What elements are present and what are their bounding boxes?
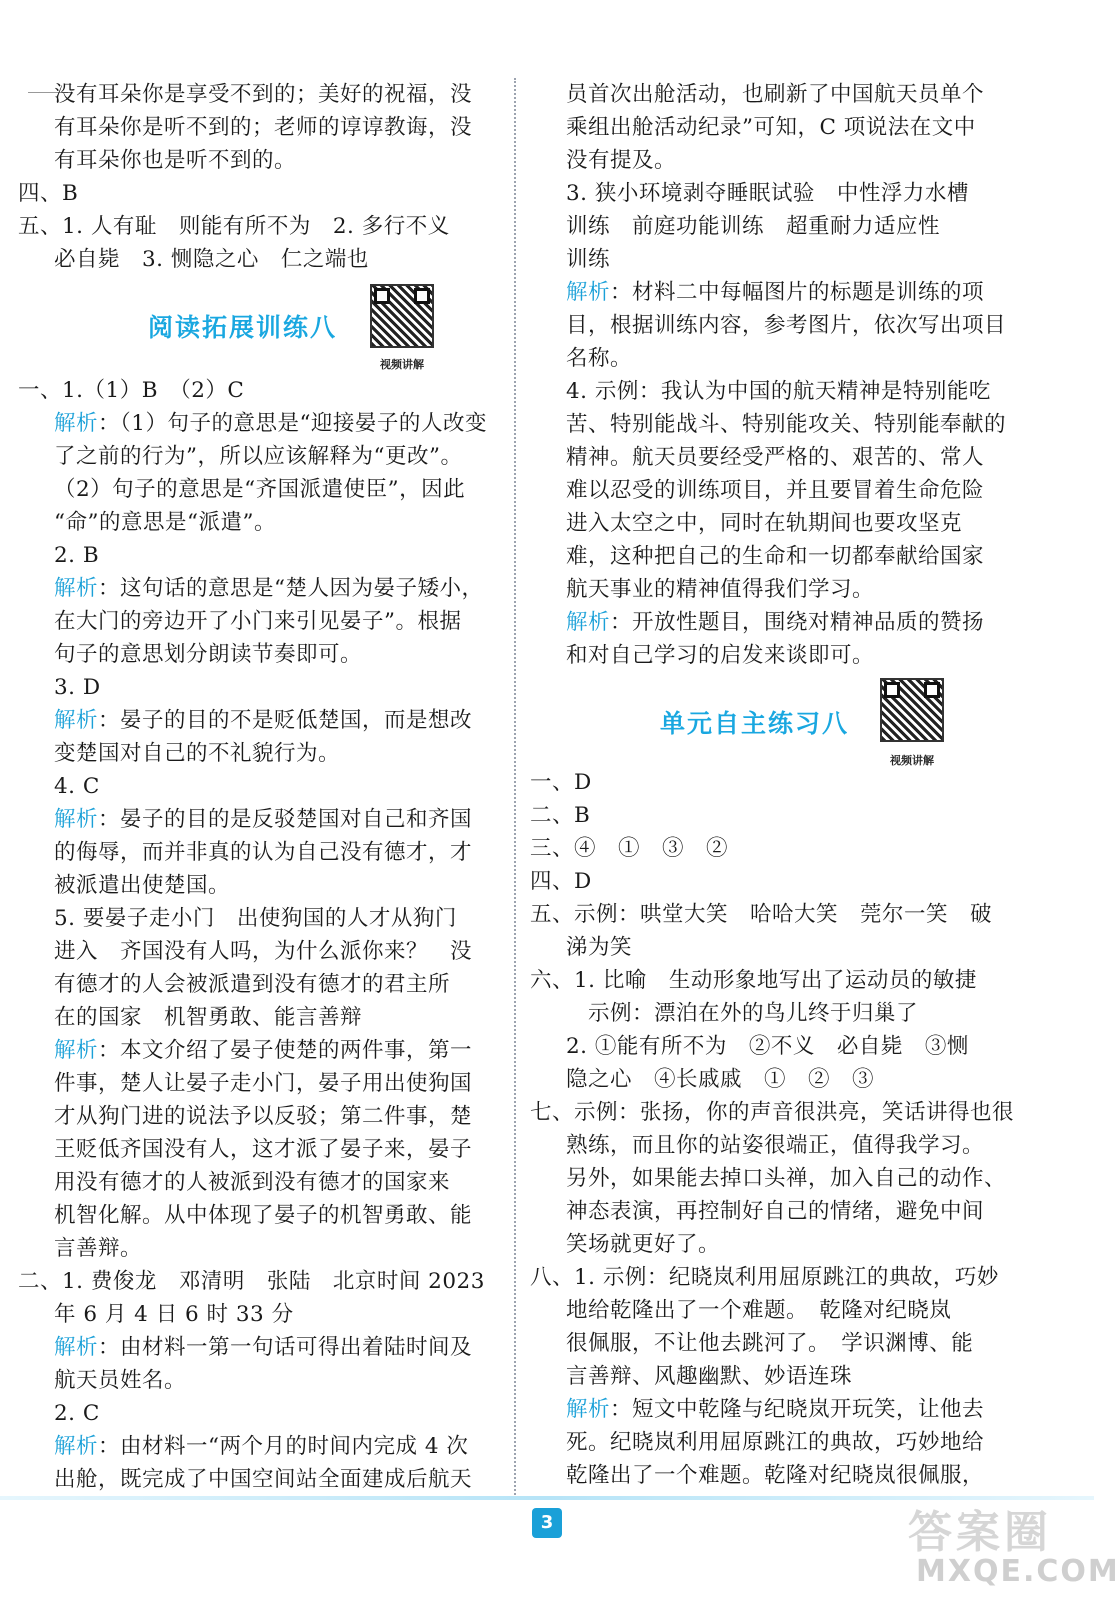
watermark-logo <box>898 1496 1120 1596</box>
text-line: 2. ①能有所不为 ②不义 必自毙 ③恻 <box>566 1034 969 1059</box>
text-line: 八、1. 示例：纪晓岚利用屈原跳江的典故，巧妙 <box>530 1265 999 1290</box>
reading-answers <box>18 374 488 1496</box>
analysis-line: 解析：由材料一“两个月的时间内完成 4 次 <box>54 1434 469 1459</box>
text-line: 言善辩。 <box>54 1236 143 1261</box>
left-continuation <box>18 78 488 177</box>
analysis-line: 解析：晏子的目的是反驳楚国对自己和齐国 <box>54 807 473 832</box>
text-line: 航天事业的精神值得我们学习。 <box>566 577 875 602</box>
text-line: 3. D <box>54 675 101 700</box>
text-line: （2）句子的意思是“齐国派遣使臣”，因此 <box>54 477 466 502</box>
text-line: 笑场就更好了。 <box>566 1232 721 1257</box>
text-line: 了之前的行为”，所以应该解释为“更改”。 <box>54 444 463 469</box>
text-line: 句子的意思划分朗读节奏即可。 <box>54 642 363 667</box>
analysis-line: 解析：开放性题目，围绕对精神品质的赞扬 <box>566 610 985 635</box>
text-line: 另外，如果能去掉口头禅，加入自己的动作、 <box>566 1166 1007 1191</box>
text-line: 进入 齐国没有人吗，为什么派你来？ 没 <box>54 939 473 964</box>
text-line: 王贬低齐国没有人，这才派了晏子来，晏子 <box>54 1137 473 1162</box>
analysis-label: 解析 <box>54 411 99 436</box>
section-header-reading <box>18 280 498 370</box>
section-title: 单元自主练习八 <box>660 709 850 738</box>
text-line: 年 6 月 4 日 6 时 33 分 <box>54 1302 294 1327</box>
text-line: 难，这种把自己的生命和一切都奉献给国家 <box>566 544 985 569</box>
text-line: 2. C <box>54 1401 100 1426</box>
text-line: 五、示例：哄堂大笑 哈哈大笑 莞尔一笑 破 <box>530 902 993 927</box>
text-line: 被派遣出使楚国。 <box>54 873 231 898</box>
text-line: 的侮辱，而并非真的认为自己没有德才，才 <box>54 840 473 865</box>
analysis-line: 解析：晏子的目的不是贬低楚国，而是想改 <box>54 708 473 733</box>
text-line: 和对自己学习的启发来谈即可。 <box>566 643 875 668</box>
text-line: 在大门的旁边开了小门来引见晏子”。根据 <box>54 609 462 634</box>
column-divider <box>514 78 516 1498</box>
text-line: 精神。航天员要经受严格的、艰苦的、常人 <box>566 445 985 470</box>
analysis-label: 解析 <box>54 1434 99 1459</box>
text-line: 难以忍受的训练项目，并且要冒着生命危险 <box>566 478 985 503</box>
text-line: 隐之心 ④长戚戚 ① ② ③ <box>566 1067 875 1092</box>
text-line: 四、D <box>530 869 592 894</box>
text-line: 变楚国对自己的不礼貌行为。 <box>54 741 341 766</box>
text-line: 三、④ ① ③ ② <box>530 836 729 861</box>
text-line: 示例：漂泊在外的鸟儿终于归巢了 <box>588 1001 919 1026</box>
text-line: 航天员姓名。 <box>54 1368 187 1393</box>
text-line: 乘组出舱活动纪录”可知，C 项说法在文中 <box>566 115 976 140</box>
analysis-line: 解析：（1）句子的意思是“迎接晏子的人改变 <box>54 411 487 436</box>
text-line: 涕为笑 <box>566 935 633 960</box>
analysis-line: 解析：这句话的意思是“楚人因为晏子矮小， <box>54 576 484 601</box>
text-line: 4. 示例：我认为中国的航天精神是特别能吃 <box>566 379 991 404</box>
text-line: 4. C <box>54 774 100 799</box>
text-line: 在的国家 机智勇敢、能言善辩 <box>54 1005 363 1030</box>
text-line: 用没有德才的人被派到没有德才的国家来 <box>54 1170 451 1195</box>
text-line: 言善辩、风趣幽默、妙语连珠 <box>566 1364 853 1389</box>
analysis-line: 解析：本文介绍了晏子使楚的两件事，第一 <box>54 1038 473 1063</box>
text-line: 机智化解。从中体现了晏子的机智勇敢、能 <box>54 1203 473 1228</box>
text-line: 进入太空之中，同时在轨期间也要攻坚克 <box>566 511 963 536</box>
text-line: 才从狗门进的说法予以反驳；第二件事，楚 <box>54 1104 473 1129</box>
analysis-label: 解析 <box>566 1397 611 1422</box>
section-header-unit <box>530 672 1010 767</box>
text-line: 训练 前庭功能训练 超重耐力适应性 <box>566 214 941 239</box>
text-line: 七、示例：张扬，你的声音很洪亮，笑话讲得也很 <box>530 1100 1015 1125</box>
answer-four <box>18 177 488 210</box>
text-line: 苦、特别能战斗、特别能攻关、特别能奉献的 <box>566 412 1007 437</box>
qr-caption: 视频讲解 <box>890 754 934 767</box>
text-line: 六、1. 比喻 生动形象地写出了运动员的敏捷 <box>530 968 977 993</box>
text-line: 必自毙 3. 恻隐之心 仁之端也 <box>54 247 369 272</box>
text-line: 熟练，而且你的站姿很端正，值得我学习。 <box>566 1133 985 1158</box>
text-line: 件事，楚人让晏子走小门，晏子用出使狗国 <box>54 1071 473 1096</box>
text-line: 名称。 <box>566 346 633 371</box>
qr-code-icon[interactable] <box>880 678 944 742</box>
text-line: 一、D <box>530 770 592 795</box>
analysis-label: 解析 <box>566 610 611 635</box>
analysis-label: 解析 <box>54 576 99 601</box>
unit-answers <box>530 766 1015 1492</box>
analysis-label: 解析 <box>566 280 611 305</box>
text-line: 死。纪晓岚利用屈原跳江的典故，巧妙地给 <box>566 1430 985 1455</box>
text-line: 一、1.（1）B （2）C <box>18 378 245 403</box>
text-line: 员首次出舱活动，也刷新了中国航天员单个 <box>566 82 985 107</box>
text-line: 二、B <box>530 803 591 828</box>
qr-code-icon[interactable] <box>370 284 434 348</box>
text-line: 有耳朵你也是听不到的。 <box>54 148 297 173</box>
watermark-url: MXQE.COM <box>916 1554 1120 1589</box>
section-title: 阅读拓展训练八 <box>148 313 338 342</box>
analysis-label: 解析 <box>54 708 99 733</box>
text-line: 乾隆出了一个难题。乾隆对纪晓岚很佩服， <box>566 1463 985 1488</box>
text-line: 有耳朵你是听不到的；老师的谆谆教诲，没 <box>54 115 473 140</box>
analysis-line: 解析：短文中乾隆与纪晓岚开玩笑，让他去 <box>566 1397 985 1422</box>
text-line: 二、1. 费俊龙 邓清明 张陆 北京时间 2023 <box>18 1269 485 1294</box>
text-line: 四、B <box>18 181 79 206</box>
watermark-text: 答案圈 <box>908 1507 1052 1558</box>
text-line: 神态表演，再控制好自己的情绪，避免中间 <box>566 1199 985 1224</box>
analysis-line: 解析：材料二中每幅图片的标题是训练的项 <box>566 280 985 305</box>
answer-five <box>18 210 488 276</box>
analysis-line: 解析：由材料一第一句话可得出着陆时间及 <box>54 1335 473 1360</box>
text-line: 五、1. 人有耻 则能有所不为 2. 多行不义 <box>18 214 450 239</box>
text-line: 2. B <box>54 543 100 568</box>
text-line: 5. 要晏子走小门 出使狗国的人才从狗门 <box>54 906 457 931</box>
text-line: 出舱，既完成了中国空间站全面建成后航天 <box>54 1467 473 1492</box>
page-number: 3 <box>532 1508 562 1538</box>
qr-caption: 视频讲解 <box>380 358 424 371</box>
text-line: 训练 <box>566 247 611 272</box>
right-answers-top <box>530 78 1007 672</box>
analysis-label: 解析 <box>54 1335 99 1360</box>
analysis-label: 解析 <box>54 807 99 832</box>
analysis-label: 解析 <box>54 1038 99 1063</box>
text-line: 没有提及。 <box>566 148 677 173</box>
text-line: 没有耳朵你是享受不到的；美好的祝福，没 <box>54 82 473 107</box>
text-line: “命”的意思是“派遣”。 <box>54 510 276 535</box>
text-line: 有德才的人会被派遣到没有德才的君主所 <box>54 972 451 997</box>
text-line: 3. 狭小环境剥夺睡眠试验 中性浮力水槽 <box>566 181 969 206</box>
text-line: 目，根据训练内容，参考图片，依次写出项目 <box>566 313 1007 338</box>
text-line: 地给乾隆出了一个难题。 乾隆对纪晓岚 <box>566 1298 952 1323</box>
text-line: 很佩服，不让他去跳河了。 学识渊博、能 <box>566 1331 974 1356</box>
